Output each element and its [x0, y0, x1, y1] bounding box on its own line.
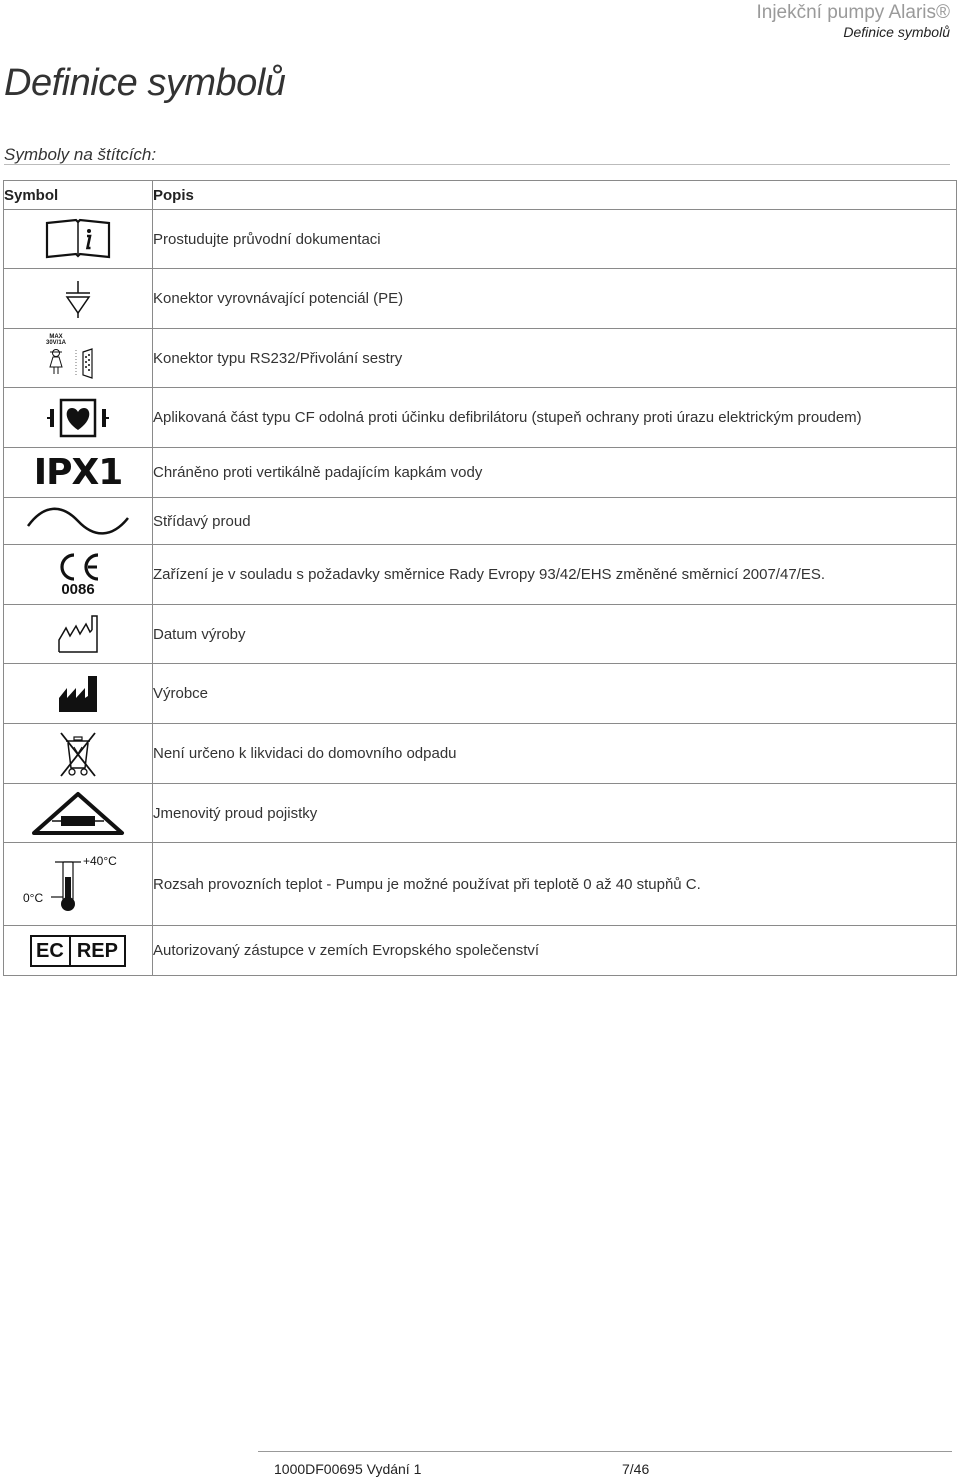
rs232-nurse-call-icon	[46, 334, 110, 382]
table-row	[4, 545, 957, 605]
table-row	[4, 605, 957, 664]
row-description: Výrobce	[153, 664, 957, 724]
row-description: Zařízení je v souladu s požadavky směrnice Rady Evropy 93/42/EHS změněné směrnicí 2007/47/ES.	[153, 545, 957, 605]
row-description: Konektor typu RS232/Přivolání sestry	[153, 329, 957, 388]
ec-rep-icon	[30, 935, 126, 967]
column-header-popis: Popis	[153, 181, 957, 210]
table-row	[4, 724, 957, 784]
section-divider	[4, 164, 950, 165]
header-subtitle: Definice symbolů	[843, 24, 950, 40]
row-description: Rozsah provozních teplot - Pumpu je možné používat při teplotě 0 až 40 stupňů C.	[153, 843, 957, 926]
rs232-rating-value: 30V/1A	[45, 340, 66, 346]
notified-body-number: 0086	[61, 580, 95, 598]
table-row	[4, 388, 957, 448]
row-description: Datum výroby	[153, 605, 957, 664]
row-description: Chráněno proti vertikálně padajícím kapkám vody	[153, 448, 957, 498]
row-description: Aplikovaná část typu CF odolná proti účinku defibrilátoru (stupeň ochrany proti úrazu elektrickým proudem)	[153, 388, 957, 448]
ce-mark-icon	[48, 552, 108, 598]
cf-defibrillation-proof-icon	[43, 397, 113, 439]
table-row	[4, 784, 957, 843]
table-row	[4, 210, 957, 269]
temperature-limit-icon	[23, 854, 133, 914]
rs232-rating-max: MAX	[49, 334, 63, 340]
column-header-symbol: Symbol	[4, 181, 153, 210]
table-row	[4, 329, 957, 388]
table-row	[4, 448, 957, 498]
table-row	[4, 498, 957, 545]
row-description: Jmenovitý proud pojistky	[153, 784, 957, 843]
page-title: Definice symbolů	[4, 62, 286, 104]
consult-documentation-icon	[43, 218, 113, 260]
date-of-manufacture-icon	[57, 614, 99, 654]
ipx1-icon: IPX1	[33, 451, 123, 493]
footer-divider	[258, 1451, 952, 1452]
row-description: Není určeno k likvidaci do domovního odpadu	[153, 724, 957, 784]
ce-letters-graphic	[54, 552, 102, 582]
table-row	[4, 269, 957, 329]
row-description: Střídavý proud	[153, 498, 957, 545]
table-row	[4, 926, 957, 976]
manufacturer-icon	[57, 674, 99, 714]
equipotential-connector-icon	[63, 279, 93, 319]
table-header-row	[4, 181, 957, 210]
thermometer-graphic	[51, 857, 91, 913]
section-title: Symboly na štítcích:	[4, 145, 157, 164]
temperature-max-label: +40°C	[83, 854, 117, 868]
ec-rep-ec-label: EC	[32, 937, 71, 965]
ec-rep-rep-label: REP	[76, 939, 118, 962]
footer-page-number: 7/46	[622, 1461, 650, 1477]
fuse-rating-icon	[30, 789, 126, 837]
table-row	[4, 843, 957, 926]
alternating-current-icon	[24, 506, 132, 536]
nurse-connector-graphic	[46, 347, 110, 382]
row-description: Konektor vyrovnávající potenciál (PE)	[153, 269, 957, 329]
row-description: Prostudujte průvodní dokumentaci	[153, 210, 957, 269]
footer-document-id: 1000DF00695 Vydání 1	[274, 1461, 422, 1477]
table-row	[4, 664, 957, 724]
temperature-min-label: 0°C	[23, 891, 44, 905]
row-description: Autorizovaný zástupce v zemích Evropského společenství	[153, 926, 957, 976]
weee-bin-icon	[57, 730, 99, 778]
header-title: Injekční pumpy Alaris®	[756, 2, 950, 23]
symbol-table	[3, 180, 957, 976]
